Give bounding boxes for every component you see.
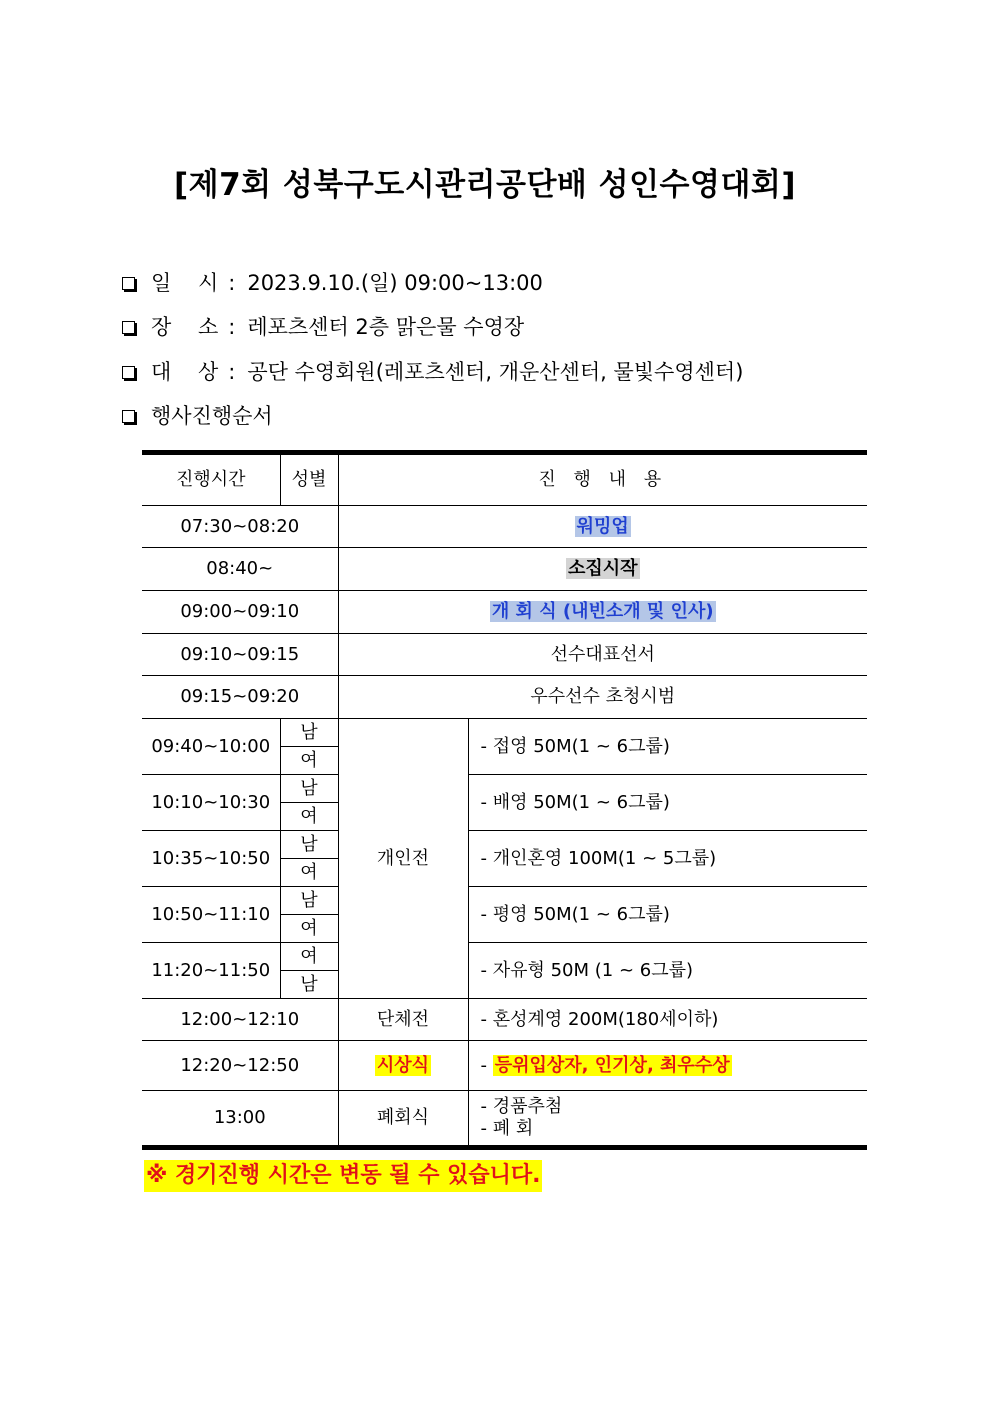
row-time: 12:20~12:50 bbox=[142, 1041, 338, 1091]
info-schedule-label: 행사진행순서 bbox=[151, 404, 273, 428]
gender-cell: 여 bbox=[280, 859, 338, 887]
info-target bbox=[122, 357, 743, 387]
award-event-text: 등위입상자, 인기상, 최우수상 bbox=[494, 1054, 730, 1076]
table-row bbox=[142, 548, 867, 591]
gender-cell: 여 bbox=[280, 915, 338, 943]
schedule-table bbox=[142, 450, 867, 1150]
info-location bbox=[122, 312, 524, 342]
row-content bbox=[338, 591, 867, 634]
info-date-label: 일 시 bbox=[151, 271, 229, 295]
gender-cell: 남 bbox=[280, 775, 338, 803]
row-time: 12:00~12:10 bbox=[142, 999, 338, 1041]
event-cell: - 개인혼영 100M(1 ~ 5그룹) bbox=[468, 831, 867, 887]
info-target-value: 공단 수영회원(레포츠센터, 개운산센터, 물빛수영센터) bbox=[247, 360, 744, 384]
closing-event-2: - 폐 회 bbox=[480, 1118, 534, 1139]
table-row bbox=[142, 634, 867, 676]
table-row bbox=[142, 887, 867, 915]
info-date bbox=[122, 268, 543, 298]
gender-cell: 여 bbox=[280, 747, 338, 775]
team-category: 단체전 bbox=[338, 999, 468, 1041]
info-separator: : bbox=[228, 315, 236, 339]
row-time: 09:10~09:15 bbox=[142, 634, 338, 676]
document-title: [제7회 성북구도시관리공단배 성인수영대회] bbox=[173, 167, 797, 203]
table-row bbox=[142, 1091, 867, 1148]
event-cell: - 평영 50M(1 ~ 6그룹) bbox=[468, 887, 867, 943]
table-row bbox=[142, 506, 867, 548]
table-row bbox=[142, 943, 867, 971]
row-time: 09:00~09:10 bbox=[142, 591, 338, 634]
gender-cell: 남 bbox=[280, 887, 338, 915]
checkbox-bullet-icon bbox=[122, 366, 135, 379]
event-cell bbox=[468, 1091, 867, 1148]
gender-cell: 남 bbox=[280, 971, 338, 999]
row-time: 09:40~10:00 bbox=[142, 719, 280, 775]
event-cell: - 자유형 50M (1 ~ 6그룹) bbox=[468, 943, 867, 999]
table-row bbox=[142, 775, 867, 803]
checkbox-bullet-icon bbox=[122, 277, 135, 290]
row-time: 09:15~09:20 bbox=[142, 676, 338, 719]
gender-cell: 남 bbox=[280, 719, 338, 747]
award-category bbox=[338, 1041, 468, 1091]
header-time: 진행시간 bbox=[142, 453, 280, 506]
gender-cell: 여 bbox=[280, 943, 338, 971]
event-cell: - 접영 50M(1 ~ 6그룹) bbox=[468, 719, 867, 775]
info-location-value: 레포츠센터 2층 맑은물 수영장 bbox=[247, 315, 525, 339]
row-time: 08:40~ bbox=[142, 548, 338, 591]
row-time: 10:10~10:30 bbox=[142, 775, 280, 831]
closing-category: 폐회식 bbox=[338, 1091, 468, 1148]
table-row bbox=[142, 591, 867, 634]
award-dash: - bbox=[480, 1054, 487, 1076]
gender-cell: 남 bbox=[280, 831, 338, 859]
row-content bbox=[338, 548, 867, 591]
table-row bbox=[142, 1041, 867, 1091]
checkbox-bullet-icon bbox=[122, 321, 135, 334]
individual-category: 개인전 bbox=[338, 719, 468, 999]
info-schedule-heading bbox=[122, 401, 273, 431]
header-gender: 성별 bbox=[280, 453, 338, 506]
row-content: 우수선수 초청시범 bbox=[338, 676, 867, 719]
award-category-text: 시상식 bbox=[376, 1054, 430, 1076]
assembly-text: 소집시작 bbox=[567, 558, 638, 579]
info-separator: : bbox=[228, 271, 236, 295]
checkbox-bullet-icon bbox=[122, 410, 135, 423]
event-cell bbox=[468, 1041, 867, 1091]
table-row bbox=[142, 999, 867, 1041]
info-separator: : bbox=[228, 360, 236, 384]
row-time: 13:00 bbox=[142, 1091, 338, 1148]
row-time: 07:30~08:20 bbox=[142, 506, 338, 548]
row-content bbox=[338, 506, 867, 548]
info-location-label: 장 소 bbox=[151, 315, 229, 339]
row-time: 11:20~11:50 bbox=[142, 943, 280, 999]
row-content: 선수대표선서 bbox=[338, 634, 867, 676]
closing-event-1: - 경품추첨 bbox=[480, 1096, 563, 1117]
gender-cell: 여 bbox=[280, 803, 338, 831]
table-row bbox=[142, 831, 867, 859]
row-time: 10:50~11:10 bbox=[142, 887, 280, 943]
opening-ceremony-text: 개 회 식 (내빈소개 및 인사) bbox=[491, 601, 714, 622]
warmup-text: 워밍업 bbox=[576, 515, 629, 537]
header-content: 진 행 내 용 bbox=[338, 453, 867, 506]
schedule-change-note: ※ 경기진행 시간은 변동 될 수 있습니다. bbox=[144, 1160, 542, 1192]
info-date-value: 2023.9.10.(일) 09:00~13:00 bbox=[247, 271, 543, 295]
table-header-row bbox=[142, 453, 867, 506]
row-time: 10:35~10:50 bbox=[142, 831, 280, 887]
table-row bbox=[142, 676, 867, 719]
table-row bbox=[142, 719, 867, 747]
info-target-label: 대 상 bbox=[151, 360, 229, 384]
event-cell: - 배영 50M(1 ~ 6그룹) bbox=[468, 775, 867, 831]
event-cell: - 혼성계영 200M(180세이하) bbox=[468, 999, 867, 1041]
